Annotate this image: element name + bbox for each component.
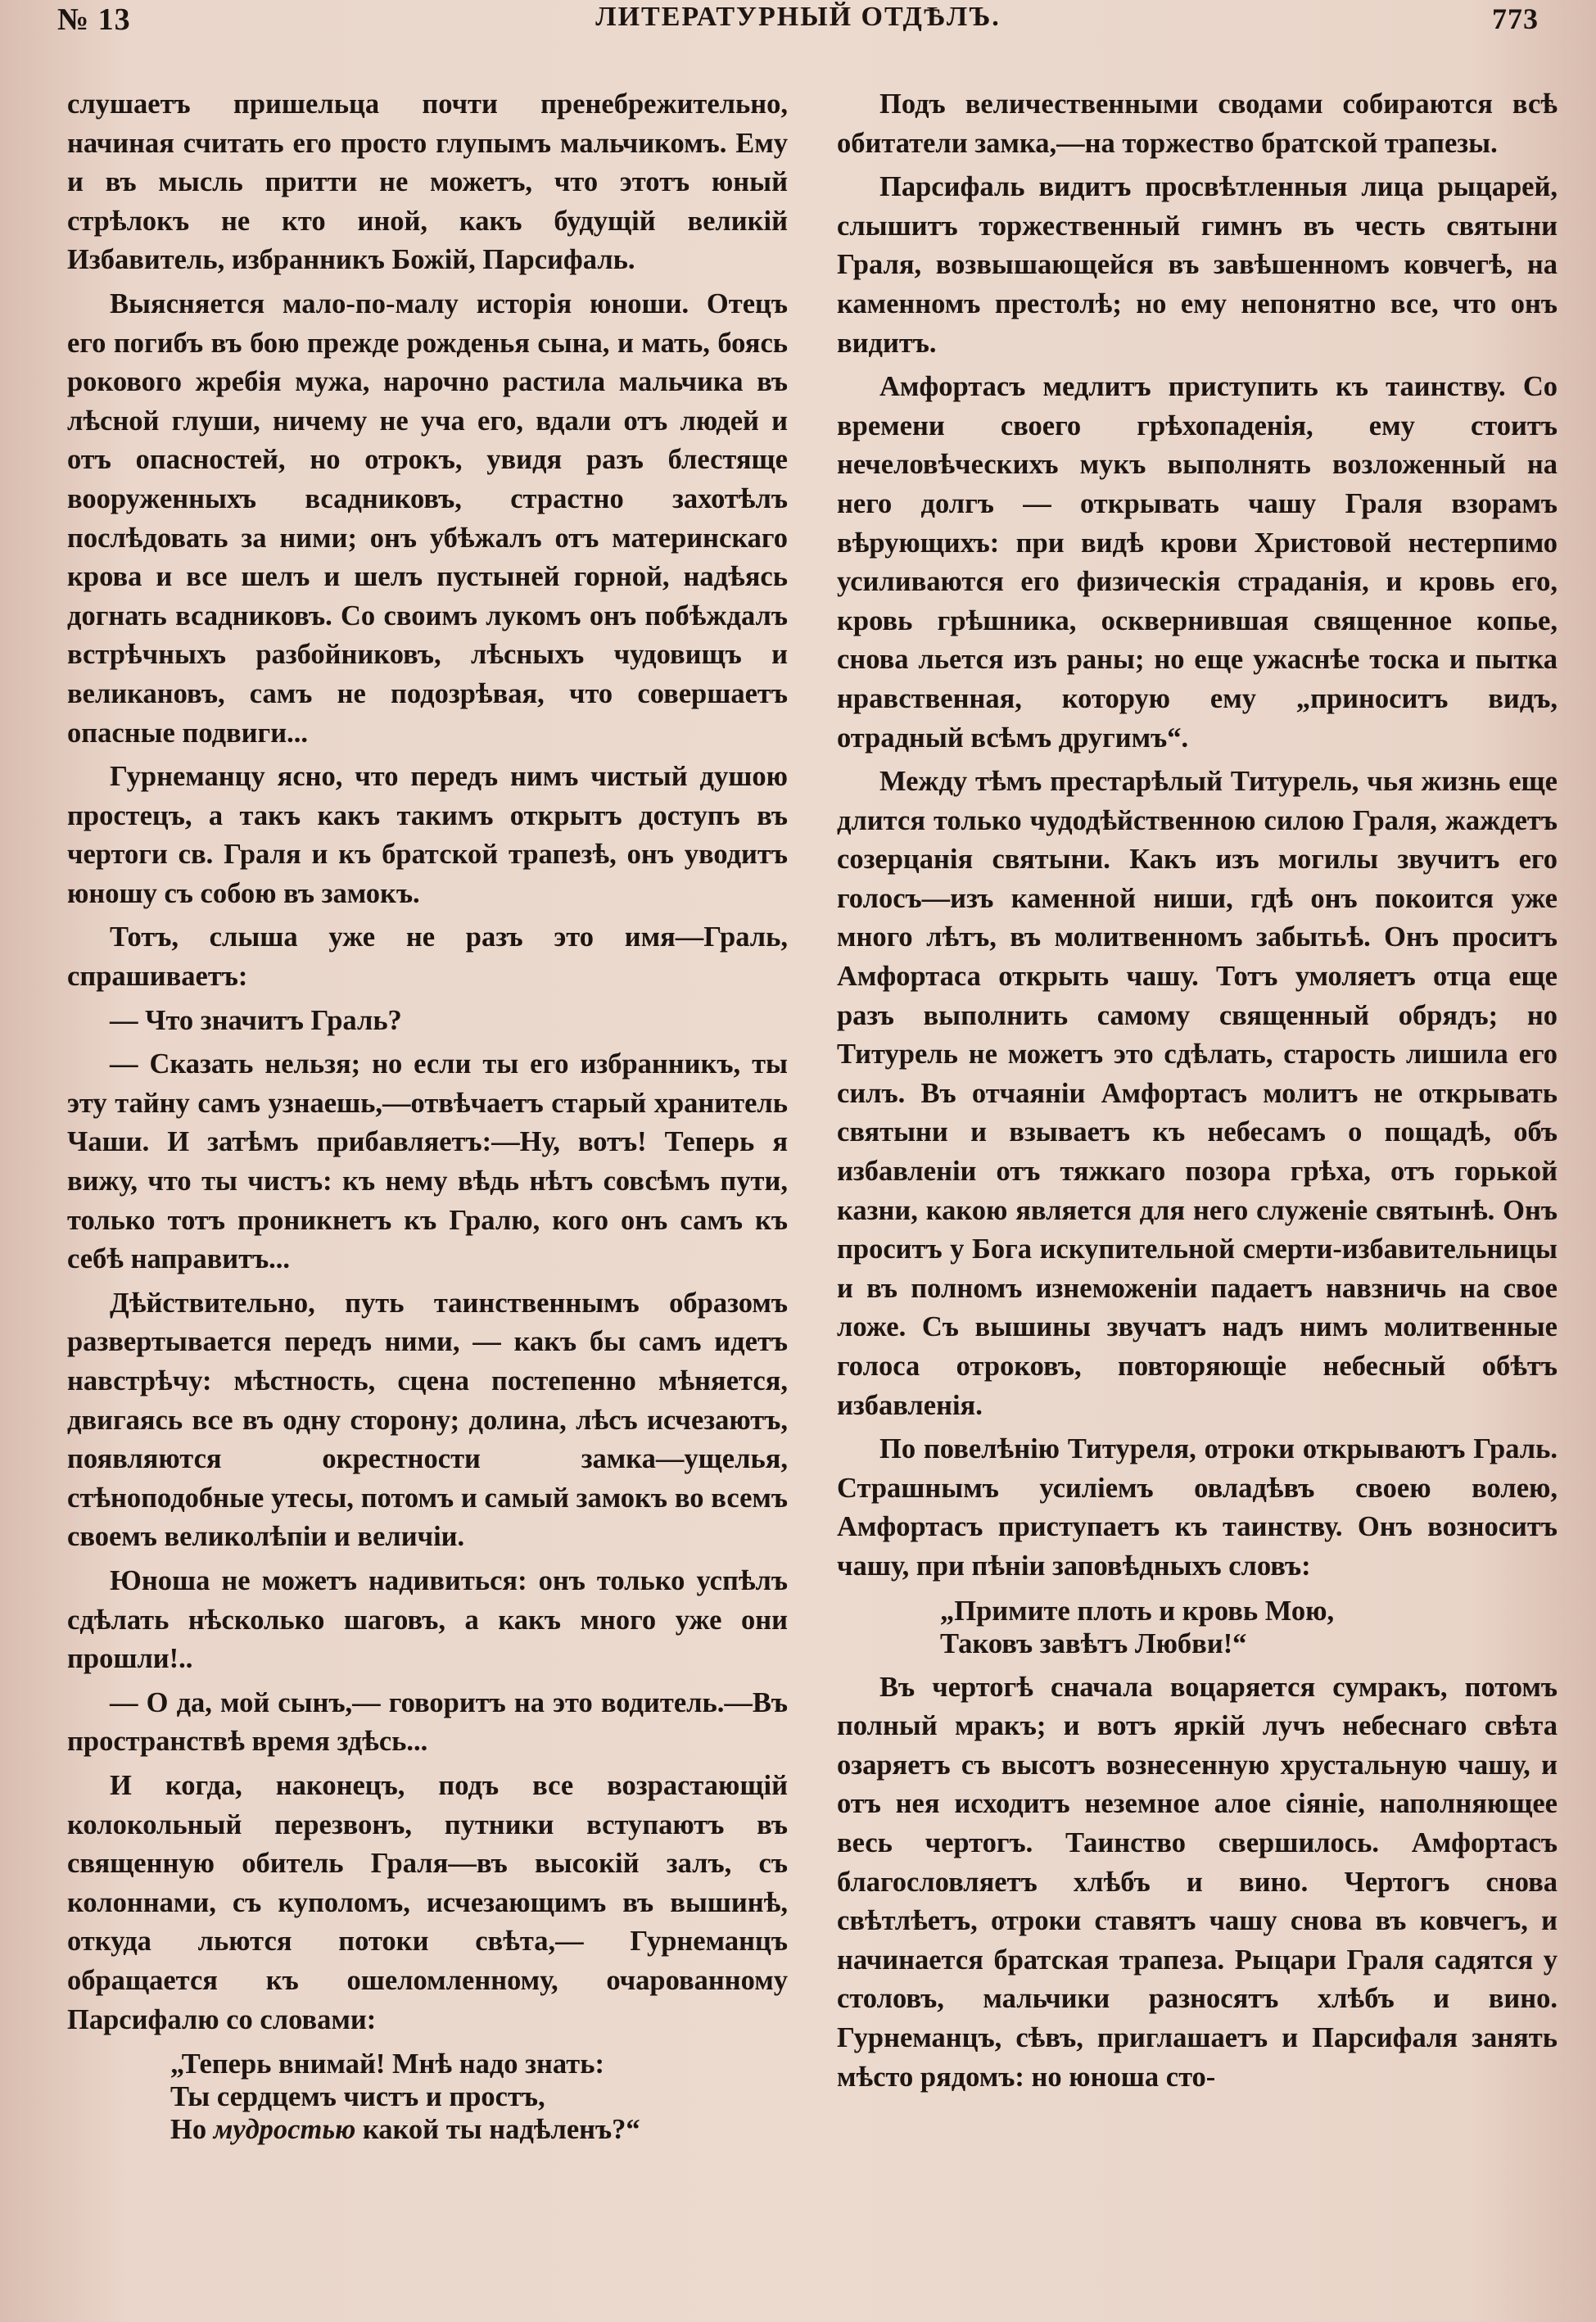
paragraph: Парсифаль видитъ просвѣтленныя лица рыцарей, слышитъ торжественный гимнъ въ честь святыни Граля, возвышающейся въ завѣшенномъ ковчегѣ, на каменномъ престолѣ; но ему непонятно все, что онъ видитъ. bbox=[837, 171, 1558, 359]
paragraph: Выясняется мало-по-малу исторія юноши. Отецъ его погибъ въ бою прежде рожденья сына, и мать, боясь рокового жребія мужа, нарочно растила мальчика въ лѣсной глуши, ничему не уча его, вдали отъ людей и отъ опасностей, но отрокъ, увидя разъ блестяще вооруженныхъ всадниковъ, страстно захотѣлъ послѣдовать за ними; онъ убѣжалъ отъ материнскаго крова и все шелъ и шелъ пустыней горной, надѣясь догнать всадниковъ. Со своимъ лукомъ онъ побѣждалъ встрѣчныхъ разбойниковъ, лѣсныхъ чудовищъ и великановъ, самъ не подозрѣвая, что совершаетъ опасные подвиги... bbox=[67, 287, 788, 749]
left-column bbox=[67, 85, 788, 2154]
verse-text: какой ты надѣленъ?“ bbox=[355, 2114, 640, 2146]
paragraph: слушаетъ пришельца почти пренебрежительно, начиная считать его просто глупымъ мальчикомъ. Ему и въ мысль притти не можетъ, что этотъ юный стрѣлокъ не кто иной, какъ будущій великій Избавитель, избранникъ Божій, Парсифаль. bbox=[67, 88, 788, 276]
paragraph: Между тѣмъ престарѣлый Титурель, чья жизнь еще длится только чудодѣйственною силою Граля, жаждетъ созерцанія святыни. Какъ изъ могилы звучитъ его голосъ—изъ каменной ниши, гдѣ онъ покоится уже много лѣтъ, въ молитвенномъ забытьѣ. Онъ проситъ Амфортаса открыть чашу. Тотъ умоляетъ отца еще разъ выполнить самому священный обрядъ; но Титурель не можетъ это сдѣлать, старость лишила его силъ. Въ отчаяніи Амфортасъ молитъ не открывать святыни и взываетъ къ небесамъ о пощадѣ, объ избавленіи отъ тяжкаго позора грѣха, отъ горькой казни, какою является для него служеніе святынѣ. Онъ проситъ у Бога искупительной смерти-избавительницы и въ полномъ изнеможеніи падаетъ навзничь на свое ложе. Съ вышины звучатъ надъ нимъ молитвенные голоса отроковъ, повторяющіе небесный обѣтъ избавленія. bbox=[837, 766, 1558, 1421]
paragraph: Гурнеманцу ясно, что передъ нимъ чистый душою простецъ, а такъ какъ такимъ открытъ доступъ въ чертоги св. Граля и къ братской трапезѣ, онъ уводитъ юношу съ собою въ замокъ. bbox=[67, 761, 788, 909]
paragraph: Амфортасъ медлитъ приступить къ таинству. Со времени своего грѣхопаденія, ему стоитъ нечеловѣческихъ мукъ выполнять возложенный на него долгъ — открывать чашу Граля взорамъ вѣрующихъ: при видѣ крови Христовой нестерпимо усиливаются его физическія страданія, и кровь его, кровь грѣшника, осквернившая священное копье, снова льется изъ раны; но еще ужаснѣе тоска и пытка нравственная, которую ему „приноситъ видъ, отрадный всѣмъ другимъ“. bbox=[837, 371, 1558, 754]
paragraph: Подъ величественными сводами собираются всѣ обитатели замка,—на торжество братской трапезы. bbox=[837, 88, 1558, 159]
issue-number: № 13 bbox=[57, 2, 131, 37]
dialogue-line: — Что значитъ Граль? bbox=[110, 1004, 402, 1036]
paragraph: Дѣйствительно, путь таинственнымъ образомъ развертывается передъ ними, — какъ бы самъ идетъ навстрѣчу: мѣстность, сцена постепенно мѣняется, двигаясь все въ одну сторону; долина, лѣсъ исчезаютъ, появляются окрестности замка—ущелья, стѣноподобные утесы, потомъ и самый замокъ во всемъ своемъ великолѣпіи и величіи. bbox=[67, 1287, 788, 1553]
verse-quote-left bbox=[170, 2048, 788, 2146]
verse-line: Таковъ завѣтъ Любви!“ bbox=[940, 1627, 1247, 1659]
verse-line bbox=[170, 2113, 788, 2146]
page-header bbox=[57, 0, 1539, 49]
dialogue-line: — Сказать нельзя; но если ты его избранникъ, ты эту тайну самъ узнаешь,—отвѣчаетъ старый хранитель Чаши. И затѣмъ прибавляетъ:—Ну, вотъ! Теперь я вижу, что ты чистъ: къ нему вѣдь нѣтъ совсѣмъ пути, только тотъ проникнетъ къ Гралю, кого онъ самъ къ себѣ направитъ... bbox=[67, 1048, 788, 1275]
page-number: 773 bbox=[1492, 2, 1539, 35]
verse-quote-right bbox=[940, 1595, 1558, 1660]
paragraph: И когда, наконецъ, подъ все возрастающій колокольный перезвонъ, путники вступаютъ въ священную обитель Граля—въ высокій залъ, съ колоннами, съ куполомъ, исчезающимъ въ вышинѣ, откуда льются потоки свѣта,— Гурнеманцъ обращается къ ошеломленному, очарованному Парсифалю со словами: bbox=[67, 1769, 788, 2035]
verse-text: Но bbox=[170, 2114, 214, 2146]
paragraph: По повелѣнію Титуреля, отроки открываютъ Граль. Страшнымъ усиліемъ овладѣвъ своею волею, Амфортасъ приступаетъ къ таинству. Онъ возноситъ чашу, при пѣніи заповѣдныхъ словъ: bbox=[837, 1433, 1558, 1582]
right-column bbox=[837, 85, 1558, 2102]
section-title: ЛИТЕРАТУРНЫЙ ОТДѢЛЪ. bbox=[595, 2, 1001, 32]
paragraph: Юноша не можетъ надивиться: онъ только успѣлъ сдѣлать нѣсколько шаговъ, а какъ много уже они прошли!.. bbox=[67, 1564, 788, 1675]
paragraph: Въ чертогѣ сначала воцаряется сумракъ, потомъ полный мракъ; и вотъ яркій лучъ небеснаго свѣта озаряетъ съ высотъ вознесенную хрустальную чашу, и отъ нея исходитъ неземное алое сіяніе, наполняющее весь чертогъ. Таинство свершилось. Амфортасъ благословляетъ хлѣбъ и вино. Чертогъ снова свѣтлѣетъ, отроки ставятъ чашу снова въ ковчегъ, и начинается братская трапеза. Рыцари Граля садятся у столовъ, мальчики разносятъ хлѣбъ и вино. Гурнеманцъ, сѣвъ, приглашаетъ и Парсифаля занять мѣсто рядомъ: но юноша сто- bbox=[837, 1671, 1558, 2093]
dialogue-line: — О да, мой сынъ,— говоритъ на это водитель.—Въ пространствѣ время здѣсь... bbox=[67, 1686, 788, 1758]
verse-italic-word: мудростью bbox=[213, 2114, 356, 2146]
verse-line: „Теперь внимай! Мнѣ надо знать: bbox=[170, 2048, 604, 2080]
verse-line: „Примите плоть и кровь Мою, bbox=[940, 1595, 1335, 1627]
verse-line: Ты сердцемъ чистъ и простъ, bbox=[170, 2081, 545, 2113]
paragraph: Тотъ, слыша уже не разъ это имя—Граль, спрашиваетъ: bbox=[67, 921, 788, 993]
